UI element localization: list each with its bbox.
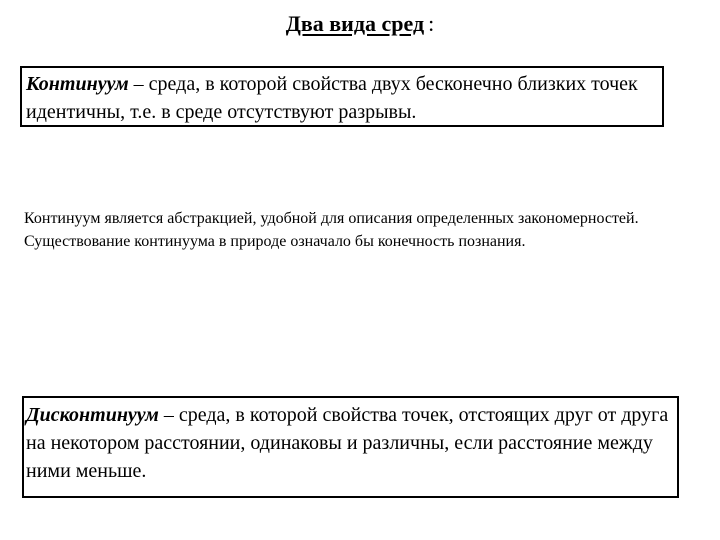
slide-title-colon: : [428,11,435,36]
discontinuum-definition-box [22,396,679,498]
discontinuum-definition-text: – среда, в которой свойства точек, отстоящих друг от друга на некотором расстоянии, одинаковы и различны, если расстояние между ними меньше. [26,404,669,482]
slide-title-text: Два вида сред [285,11,425,36]
continuum-definition-text: – среда, в которой свойства двух бесконечно близких точек идентичны, т.е. в среде отсутствуют разрывы. [26,73,638,123]
continuum-note-paragraph: Континуум является абстракцией, удобной для описания определенных закономерностей. Существование континуума в природе означало бы конечность познания. [24,210,639,250]
continuum-definition-box [20,66,664,127]
continuum-term: Континуум [26,73,129,95]
slide-title [0,10,720,38]
discontinuum-term: Дисконтинуум [26,404,159,426]
